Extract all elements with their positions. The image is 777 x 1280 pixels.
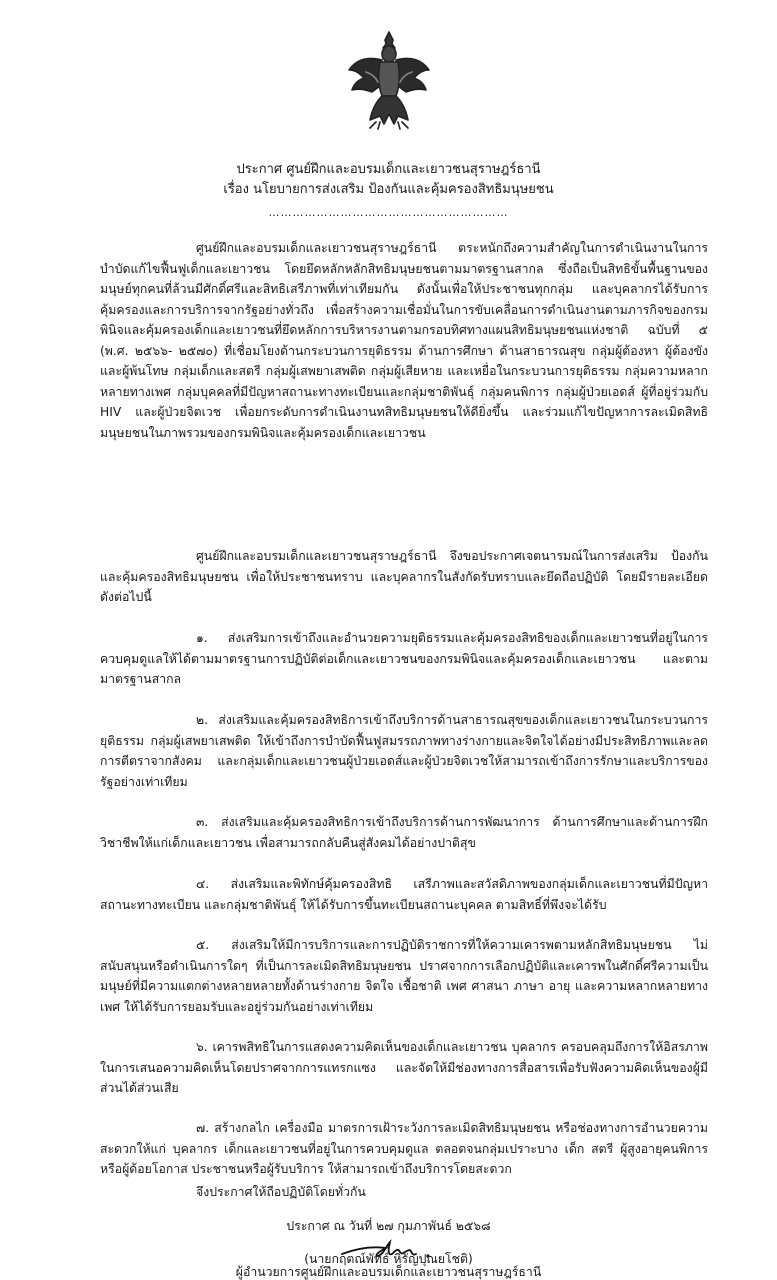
intro-paragraph-2: ศูนย์ฝึกและอบรมเด็กและเยาวชนสุราษฎร์ธานี จึงขอประกาศเจตนารมณ์ในการส่งเสริม ป้องกันและคุ้มครองสิทธิมนุษยชน เพื่อให้ประชาชนทราบ และบุคลากรในสังกัดรับทราบและยึดถือปฏิบัติ โดยมีรายละเอียดดังต่อไปนี้	[100, 549, 708, 604]
closing-statement: จึงประกาศให้ถือปฏิบัติโดยทั่วกัน	[196, 1185, 366, 1199]
garuda-emblem-icon	[346, 30, 432, 130]
policy-item-2: ๒. ส่งเสริมและคุ้มครองสิทธิการเข้าถึงบริการด้านสาธารณสุขของเด็กและเยาวชนในกระบวนการยุติธรรม กลุ่มผู้เสพยาเสพติด ให้เข้าถึงการบำบัดฟื้นฟูสมรรถภาพทางร่างกายและจิตใจได้อย่างมีประสิทธิภาพและลดการตีตราจากสังคม และกลุ่มเด็กและเยาวชนผู้ป่วยเอดส์และผู้ป่วยจิตเวชให้สามารถเข้าถึงการรักษาและบริการของรัฐอย่างเท่าเทียม	[100, 713, 708, 789]
signatory-position: ผู้อำนวยการศูนย์ฝึกและอบรมเด็กและเยาวชนสุราษฎร์ธานี	[235, 1265, 542, 1279]
signatory-name: (นายกฤตณ์พัทธ์ หิรัญปุณยโชติ)	[304, 1252, 473, 1266]
policy-item-1: ๑. ส่งเสริมการเข้าถึงและอำนวยความยุติธรรมและคุ้มครองสิทธิของเด็กและเยาวชนที่อยู่ในการควบคุมดูแลให้ได้ตามมาตรฐานการปฏิบัติต่อเด็กและเยาวชนของกรมพินิจและคุ้มครองเด็กและเยาวชน และตามมาตรฐานสากล	[100, 631, 708, 686]
policy-item-4: ๔. ส่งเสริมและพิทักษ์คุ้มครองสิทธิ เสรีภาพและสวัสดิภาพของกลุ่มเด็กและเยาวชนที่มีปัญหาสถานะทางทะเบียน และกลุ่มชาติพันธุ์ ให้ได้รับการขึ้นทะเบียนสถานะบุคคล ตามสิทธิ์ที่พึงจะได้รับ	[100, 877, 708, 912]
announcement-subject: เรื่อง นโยบายการส่งเสริม ป้องกันและคุ้มครองสิทธิมนุษยชน	[223, 182, 554, 197]
policy-item-7: ๗. สร้างกลไก เครื่องมือ มาตรการเฝ้าระวังการละเมิดสิทธิมนุษยชน หรือช่องทางการอำนวยความสะดวกให้แก่ บุคลากร เด็กและเยาวชนที่อยู่ในการควบคุมดูแล ตลอดจนกลุ่มเปราะบาง เด็ก สตรี ผู้สูงอายุคนพิการหรือผู้ด้อยโอกาส ประชาชนหรือผู้รับบริการ ให้สามารถเข้าถึงบริการโดยสะดวก	[100, 1121, 708, 1176]
announcement-title: ประกาศ ศูนย์ฝึกและอบรมเด็กและเยาวชนสุราษฎร์ธานี	[236, 162, 541, 177]
policy-item-5: ๕. ส่งเสริมให้มีการบริการและการปฏิบัติราชการที่ให้ความเคารพตามหลักสิทธิมนุษยชน ไม่สนับสนุนหรือดำเนินการใดๆ ที่เป็นการละเมิดสิทธิมนุษยชน ปราศจากการเลือกปฏิบัติและเคารพในศักดิ์ศรีความเป็นมนุษย์ที่มีความแตกต่างหลายหลายทั้งด้านร่างกาย จิตใจ เชื้อชาติ เพศ ศาสนา ภาษา อายุ และความหลากหลายทางเพศ ให้ได้รับการยอมรับและอยู่ร่วมกันอย่างเท่าเทียม	[100, 938, 708, 1014]
intro-paragraph-1: ศูนย์ฝึกและอบรมเด็กและเยาวชนสุราษฎร์ธานี ตระหนักถึงความสำคัญในการดำเนินงานในการบำบัดแก้ไขฟื้นฟูเด็กและเยาวชน โดยยึดหลักหลักสิทธิมนุษยชนตามมาตรฐานสากล ซึ่งถือเป็นสิทธิขั้นพื้นฐานของมนุษย์ทุกคนที่ล้วนมีศักดิ์ศรีและสิทธิเสรีภาพที่เท่าเทียมกัน ดังนั้นเพื่อให้ประชาชนทุกกลุ่ม และบุคลากรได้รับการคุ้มครองและการบริการจากรัฐอย่างทั่วถึง เพื่อสร้างความเชื่อมั่นในการขับเคลื่อนการดำเนินงานตามภารกิจของกรมพินิจและคุ้มครองเด็กและเยาวชนที่ยึดหลักการบริหารงานตามกรอบทิศทางแผนสิทธิมนุษยชนแห่งชาติ ฉบับที่ ๕ (พ.ศ. ๒๕๖๖- ๒๕๗๐) ที่เชื่อมโยงด้านกระบวนการยุติธรรม ด้านการศึกษา ด้านสาธารณสุข กลุ่มผู้ต้องหา ผู้ต้องขังและผู้พ้นโทษ กลุ่มเด็กและสตรี กลุ่มผู้เสพยาเสพติด กลุ่มผู้เสียหาย และเหยื่อในกระบวนการยุติธรรม กลุ่มความหลากหลายทางเพศ กลุ่มบุคคลที่มีปัญหาสถานะทางทะเบียนและกลุ่มชาติพันธุ์ กลุ่มคนพิการ กลุ่มผู้ป่วยเอดส์ ผู้ที่อยู่ร่วมกับ HIV และผู้ป่วยจิตเวช เพื่อยกระดับการดำเนินงานทสิทธิมนุษยชนให้ดียิ่งขึ้น และร่วมแก้ไขปัญหาการละเมิดสิทธิมนุษยชนในภาพรวมของกรมพินิจและคุ้มครองเด็กและเยาวชน	[100, 241, 708, 440]
header-divider: ……………………………………………………	[268, 206, 509, 219]
policy-item-6: ๖. เคารพสิทธิในการแสดงความคิดเห็นของเด็กและเยาวชน บุคลากร ครอบคลุมถึงการให้อิสรภาพในการเสนอความคิดเห็นโดยปราศจากการแทรกแซง และจัดให้มีช่องทางการสื่อสารเพื่อรับฟังความคิดเห็นของผู้มีส่วนได้ส่วนเสีย	[100, 1040, 708, 1095]
announcement-date: ประกาศ ณ วันที่ ๒๗ กุมภาพันธ์ ๒๕๖๘	[286, 1219, 491, 1233]
policy-item-3: ๓. ส่งเสริมและคุ้มครองสิทธิการเข้าถึงบริการด้านการพัฒนาการ ด้านการศึกษาและด้านการฝึกวิชาชีพให้แก่เด็กและเยาวชน เพื่อสามารถกลับคืนสู่สังคมได้อย่างปาติสุข	[100, 815, 708, 850]
